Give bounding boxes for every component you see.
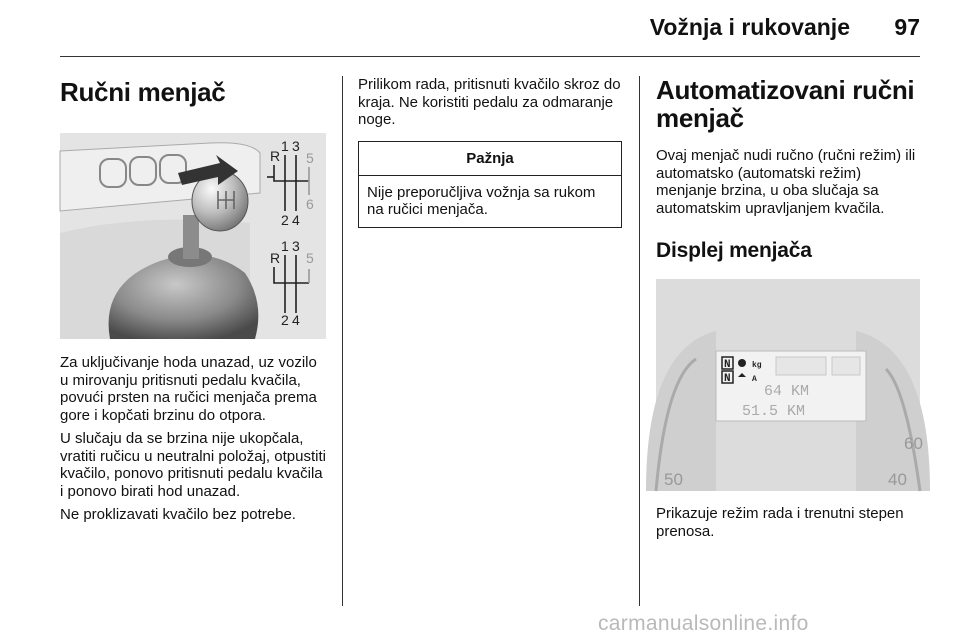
header-title: Vožnja i rukovanje	[649, 14, 850, 40]
mode-top: N	[724, 359, 731, 371]
subheading-gearbox-display: Displej menjača	[656, 239, 812, 262]
pattern-top-6: 6	[306, 196, 314, 212]
odometer-readout: 51.5 KM	[742, 403, 806, 420]
paragraph-gear-not-engaged: U slučaju da se brzina nije ukopčala, vratiti ručicu u neutralni položaj, otpustiti kvačilo, ponovo pritisnuti pedalu kvačila i ponovo birati hod unazad.	[60, 430, 326, 500]
pattern-bottom-2: 2	[281, 312, 289, 328]
column-divider-right	[639, 76, 640, 606]
gearbox-display-photo	[656, 279, 923, 491]
paragraph-reverse-gear: Za uključivanje hoda unazad, uz vozilo u mirovanju pritisnuti pedalu kvačila, povući prsten na ručici menjača prema gore i kopčati brzinu do otpora.	[60, 354, 317, 424]
section-heading-manual: Ručni menjač	[60, 77, 226, 107]
column-automated-gearbox	[656, 72, 922, 540]
pattern-top-5: 5	[306, 150, 314, 166]
column-manual-gearbox	[60, 72, 326, 524]
pattern-top-r: R	[270, 148, 281, 164]
gauge-right-value: 40	[888, 470, 907, 489]
paragraph-clutch-usage: Prilikom rada, pritisnuti kvačilo skroz do kraja. Ne koristiti pedalu za odmaranje noge.	[358, 76, 621, 128]
warning-title: Pažnja	[359, 142, 621, 176]
pattern-bottom-5: 5	[306, 250, 314, 266]
kg-label: kg	[752, 361, 762, 370]
paragraph-automated-intro: Ovaj menjač nudi ručno (ručni režim) ili automatsko (automatski režim) menjanje brzina, u oba slučaja sa automatskim upravljanjem kvačila.	[656, 147, 916, 217]
gauge-left-value: 50	[664, 470, 683, 489]
column-clutch-notes	[358, 72, 622, 228]
watermark: carmanualsonline.info	[598, 612, 809, 635]
gauge-right-top-value: 60	[904, 434, 923, 453]
pattern-bottom-r: R	[270, 250, 281, 266]
gear-lever-illustration	[60, 133, 326, 339]
warning-box	[358, 141, 622, 228]
pattern-top-1: 1	[281, 138, 289, 154]
pattern-bottom-3: 3	[292, 238, 300, 254]
paragraph-clutch-slip: Ne proklizavati kvačilo bez potrebe.	[60, 506, 296, 523]
instrument-cluster-drawing	[656, 279, 923, 491]
pattern-top-3: 3	[292, 138, 300, 154]
pattern-top-2: 2	[281, 212, 289, 228]
warning-text: Nije preporučljiva vožnja sa rukom na ručici menjača.	[367, 183, 596, 218]
pattern-bottom-1: 1	[281, 238, 289, 254]
header-rule	[60, 56, 920, 57]
gear-lever-drawing	[60, 133, 326, 339]
display-caption: Prikazuje režim rada i trenutni stepen prenosa.	[656, 505, 904, 540]
auto-label: A	[752, 375, 757, 384]
distance-readout: 64 KM	[764, 383, 810, 400]
column-divider-left	[342, 76, 343, 606]
pattern-bottom-4: 4	[292, 312, 300, 328]
pattern-top-4: 4	[292, 212, 300, 228]
page-number: 97	[894, 14, 920, 40]
section-heading-automated: Automatizovani ručni menjač	[656, 75, 915, 133]
mode-bottom: N	[724, 373, 731, 385]
